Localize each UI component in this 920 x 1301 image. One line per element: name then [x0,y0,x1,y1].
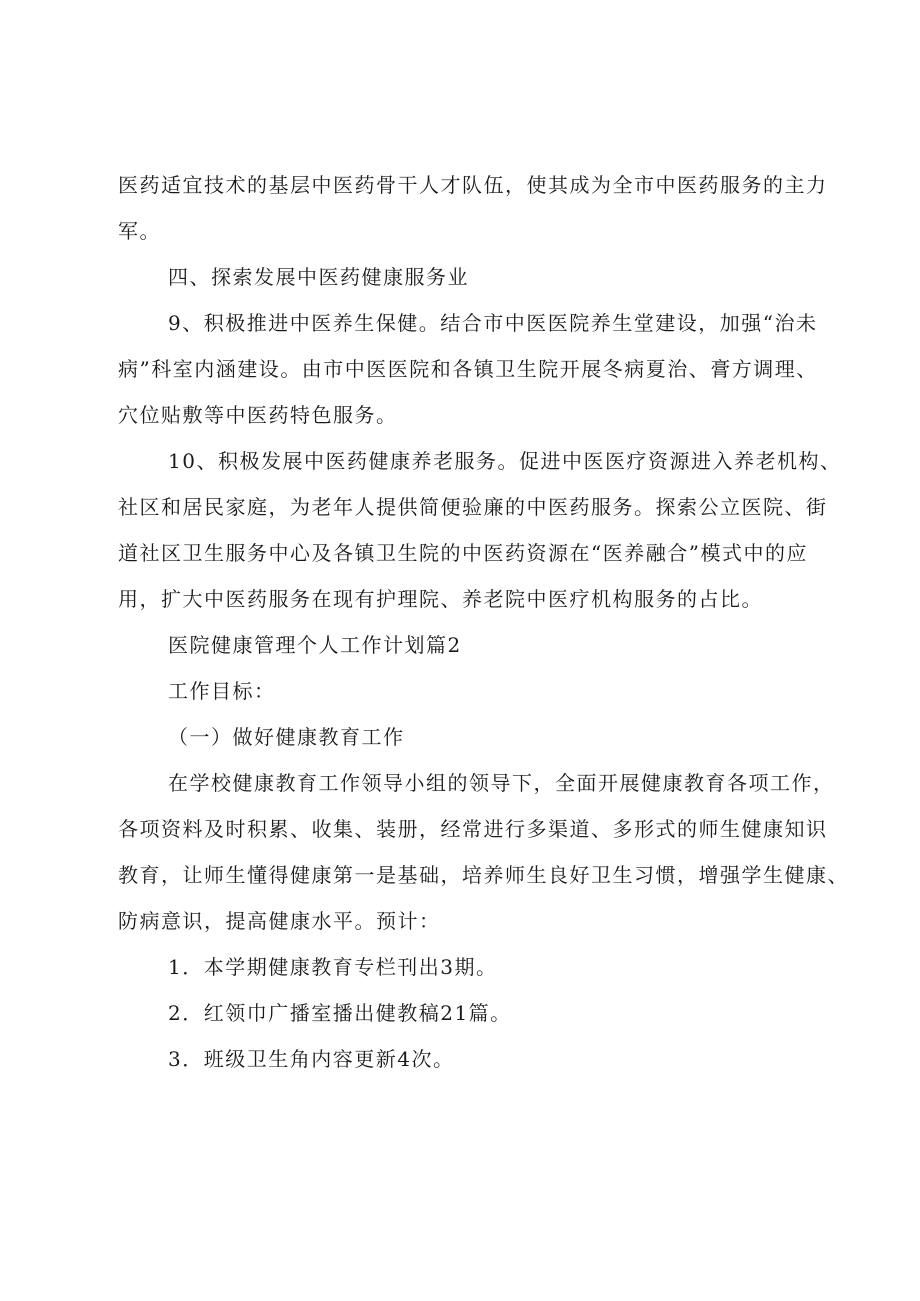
text-line: 社区和居民家庭，为老年人提供简便验廉的中医药服务。探索公立医院、街 [118,495,828,519]
section-heading: 四、探索发展中医药健康服务业 [168,265,469,289]
document-body [118,162,849,1082]
list-item: 2．红领巾广播室播出健教稿21篇。 [168,1001,512,1025]
text-line: 军。 [118,219,161,243]
article-title: 医院健康管理个人工作计划篇2 [168,633,462,657]
list-item: 1．本学期健康教育专栏刊出3期。 [168,955,498,979]
text-line: 9、积极推进中医养生保健。结合市中医医院养生堂建设，加强“治未 [168,311,818,335]
text-line: 教育，让师生懂得健康第一是基础，培养师生良好卫生习惯，增强学生健康、 [118,863,849,887]
list-item: 3．班级卫生角内容更新4次。 [168,1047,455,1071]
text-line: 各项资料及时积累、收集、装册，经常进行多渠道、多形式的师生健康知识 [118,817,828,841]
text-line: 医药适宜技术的基层中医药骨干人才队伍，使其成为全市中医药服务的主力 [118,173,828,197]
text-line: 穴位贴敷等中医药特色服务。 [118,403,398,427]
text-line: 道社区卫生服务中心及各镇卫生院的中医药资源在“医养融合”模式中的应 [118,541,808,565]
text-line: 10、积极发展中医药健康养老服务。促进中医医疗资源进入养老机构、 [168,449,842,473]
text-line: 用，扩大中医药服务在现有护理院、养老院中医疗机构服务的占比。 [118,587,763,611]
text-line: 病”科室内涵建设。由市中医医院和各镇卫生院开展冬病夏治、膏方调理、 [118,357,818,381]
section-heading: 工作目标： [168,679,276,703]
text-line: 防病意识，提高健康水平。预计： [118,909,441,933]
section-heading: （一）做好健康教育工作 [168,725,405,749]
text-line: 在学校健康教育工作领导小组的领导下，全面开展健康教育各项工作， [168,771,835,795]
